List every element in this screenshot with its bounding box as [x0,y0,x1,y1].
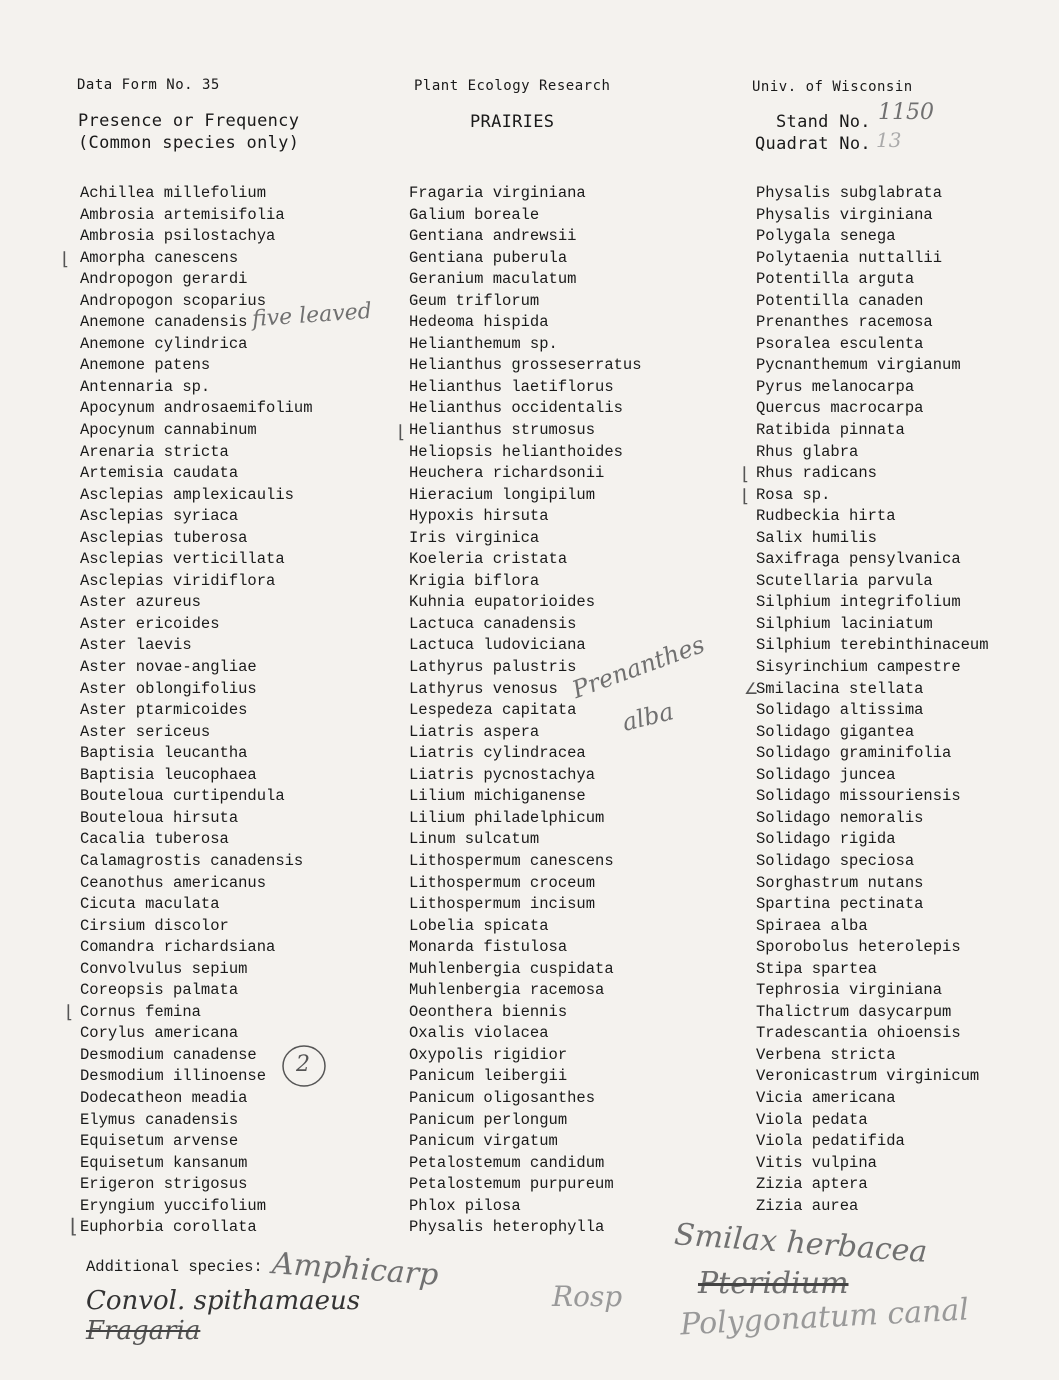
species-item: Prenanthes racemosa [756,313,933,332]
species-item: Aster novae-angliae [80,658,257,677]
species-item: Rosa sp. [756,485,831,504]
species-item: Thalictrum dasycarpum [756,1002,952,1021]
species-item: Liatris cylindracea [409,744,586,763]
handwritten-smilax: Smilax herbacea [673,1217,929,1270]
title-line-2: (Common species only) [78,133,300,153]
species-item: Achillea millefolium [80,184,267,202]
species-item: Fragaria virginiana [409,184,586,202]
species-item: Rhus radicans [756,464,877,483]
species-item: Physalis heterophylla [409,1218,605,1237]
species-item: Ratibida pinnata [756,421,905,440]
species-item: Psoralea esculenta [756,334,924,353]
species-item: Helianthus grosseserratus [409,356,642,375]
species-item: Comandra richardsiana [80,938,276,957]
form-title [78,110,299,154]
check-mark: ⌊ [70,1214,78,1238]
species-item: Physalis virginiana [756,205,933,224]
species-item: Artemisia caudata [80,464,239,483]
quadrat-value: 13 [876,128,902,152]
species-item: Scutellaria parvula [756,571,933,590]
species-item: Oxypolis rigidior [409,1045,568,1064]
check-mark: ⌊ [742,486,750,507]
species-item: Helianthus occidentalis [409,399,623,418]
species-item: Anemone canadensis [80,313,248,332]
species-item: Cacalia tuberosa [80,830,229,849]
species-item: Tradescantia ohioensis [756,1024,961,1043]
form-number: Data Form No. 35 [77,77,220,93]
species-item: Liatris aspera [409,722,540,741]
species-item: Silphium laciniatum [756,614,933,633]
species-item: Gentiana puberula [409,248,568,267]
species-item: Desmodium illinoense [80,1067,267,1086]
handwritten-pteridium: Pteridium [698,1266,849,1301]
species-column-3 [756,183,989,1217]
species-item: Vitis vulpina [756,1153,877,1172]
species-item: Cirsium discolor [80,916,229,935]
species-item: Helianthus laetiflorus [409,377,614,396]
species-item: Panicum perlongum [409,1110,568,1129]
species-item: Helianthemum sp. [409,334,558,353]
species-item: Spartina pectinata [756,895,924,914]
species-item: Convolvulus sepium [80,959,248,978]
species-item: Monarda fistulosa [409,938,568,957]
species-item: Panicum oligosanthes [409,1088,596,1107]
species-item: Vicia americana [756,1088,896,1107]
species-item: Aster ericoides [80,614,220,633]
species-item: Baptisia leucophaea [80,765,257,784]
species-item: Apocynum cannabinum [80,421,257,440]
species-item: Aster sericeus [80,722,211,741]
species-item: Lilium michiganense [409,787,586,806]
species-item: Solidago graminifolia [756,744,952,763]
handwritten-polygonatum: Polygonatum canal [679,1292,970,1343]
species-item: Viola pedatifida [756,1132,905,1151]
species-item: Rudbeckia hirta [756,507,896,526]
species-item: Heliopsis helianthoides [409,442,623,461]
species-item: Lilium philadelphicum [409,808,605,827]
species-item: Gentiana andrewsii [409,227,577,246]
circle-mark-value: 2 [296,1052,310,1077]
species-item: Petalostemum candidum [409,1153,605,1172]
species-item: Lactuca canadensis [409,614,577,633]
species-item: Sporobolus heterolepis [756,938,961,957]
species-item: Hieracium longipilum [409,485,596,504]
species-item: Corylus americana [80,1024,239,1043]
species-item: Zizia aptera [756,1175,868,1194]
prairies-title: PRAIRIES [470,112,555,132]
handwritten-five-leaved: five leaved [251,298,373,333]
species-item: Coreopsis palmata [80,981,239,1000]
species-item: Arenaria stricta [80,442,229,461]
species-item: Sorghastrum nutans [756,873,924,892]
species-item: Solidago rigida [756,830,896,849]
check-mark: ⌊ [742,464,750,485]
species-item: Ambrosia psilostachya [80,227,276,246]
species-item: Lithospermum croceum [409,873,596,892]
species-item: Aster ptarmicoides [80,701,248,720]
species-item: Linum sulcatum [409,830,540,849]
species-item: Antennaria sp. [80,377,211,396]
species-item: Ambrosia artemisifolia [80,205,285,224]
handwritten-rosp: Rosp [552,1280,623,1313]
species-item: Asclepias syriaca [80,507,239,526]
species-item: Asclepias verticillata [80,550,285,569]
species-item: Solidago nemoralis [756,808,924,827]
species-item: Dodecatheon meadia [80,1088,248,1107]
species-item: Veronicastrum virginicum [756,1067,980,1086]
species-item: Asclepias tuberosa [80,528,248,547]
species-item: Galium boreale [409,205,540,224]
species-item: Muhlenbergia cuspidata [409,959,614,978]
species-item: Phlox pilosa [409,1196,521,1215]
species-item: Lathyrus palustris [409,658,577,677]
stand-value: 1150 [878,100,934,125]
species-item: Anemone cylindrica [80,334,248,353]
species-item: Helianthus strumosus [409,421,596,440]
species-item: Equisetum kansanum [80,1153,248,1172]
species-item: Lithospermum canescens [409,851,614,870]
species-item: Silphium integrifolium [756,593,961,612]
species-item: Stipa spartea [756,959,877,978]
stand-label: Stand No. [776,112,871,132]
species-item: Anemone patens [80,356,211,375]
species-item: Petalostemum purpureum [409,1175,614,1194]
species-item: Polytaenia nuttallii [756,248,943,267]
species-item: Liatris pycnostachya [409,765,596,784]
species-item: Kuhnia eupatorioides [409,593,596,612]
species-item: Erigeron strigosus [80,1175,248,1194]
species-item: Oeonthera biennis [409,1002,568,1021]
species-item: Solidago missouriensis [756,787,961,806]
species-item: Cornus femina [80,1002,201,1021]
species-item: Geranium maculatum [409,270,577,289]
species-item: Saxifraga pensylvanica [756,550,961,569]
species-item: Baptisia leucantha [80,744,248,763]
organization: Plant Ecology Research [414,78,611,94]
species-item: Oxalis violacea [409,1024,549,1043]
species-item: Aster azureus [80,593,201,612]
species-item: Equisetum arvense [80,1132,239,1151]
university: Univ. of Wisconsin [752,79,913,95]
species-item: Aster oblongifolius [80,679,257,698]
species-item: Cicuta maculata [80,895,220,914]
species-item: Polygala senega [756,227,896,246]
species-item: Solidago juncea [756,765,896,784]
species-item: Asclepias viridiflora [80,571,276,590]
species-item: Asclepias amplexicaulis [80,485,294,504]
species-item: Verbena stricta [756,1045,896,1064]
species-item: Lithospermum incisum [409,895,596,914]
check-mark: ⌊ [66,1002,74,1023]
species-item: Zizia aurea [756,1196,859,1215]
species-item: Iris virginica [409,528,540,547]
species-item: Spiraea alba [756,916,868,935]
species-item: Pycnanthemum virgianum [756,356,961,375]
species-item: Panicum virgatum [409,1132,558,1151]
species-item: Solidago speciosa [756,851,915,870]
species-item: Panicum leibergii [409,1067,568,1086]
species-column-2 [409,183,642,1239]
check-mark: ∠ [744,679,759,698]
check-mark: ⌊ [62,249,70,270]
species-item: Bouteloua curtipendula [80,787,285,806]
species-item: Physalis subglabrata [756,184,943,202]
species-item: Heuchera richardsonii [409,464,605,483]
species-item: Ceanothus americanus [80,873,267,892]
species-item: Hypoxis hirsuta [409,507,549,526]
species-item: Tephrosia virginiana [756,981,943,1000]
species-item: Salix humilis [756,528,877,547]
species-item: Calamagrostis canadensis [80,851,304,870]
species-item: Pyrus melanocarpa [756,377,915,396]
species-item: Elymus canadensis [80,1110,239,1129]
species-item: Smilacina stellata [756,679,924,698]
species-item: Bouteloua hirsuta [80,808,239,827]
additional-species-label: Additional species: [86,1258,263,1276]
check-mark: ⌊ [398,422,406,443]
species-item: Krigia biflora [409,571,540,590]
species-item: Potentilla arguta [756,270,915,289]
species-item: Hedeoma hispida [409,313,549,332]
species-item: Aster laevis [80,636,192,655]
species-item: Lactuca ludoviciana [409,636,586,655]
species-item: Quercus macrocarpa [756,399,924,418]
handwritten-amphicarp: Amphicarp [270,1246,440,1293]
species-item: Rhus glabra [756,442,859,461]
species-item: Eryngium yuccifolium [80,1196,267,1215]
species-item: Lathyrus venosus [409,679,558,698]
species-item: Geum triflorum [409,291,540,310]
species-item: Lespedeza capitata [409,701,577,720]
species-item: Andropogon scoparius [80,291,267,310]
species-item: Muhlenbergia racemosa [409,981,605,1000]
title-line-1: Presence or Frequency [78,111,300,131]
handwritten-convol: Convol. spithamaeus [86,1286,361,1316]
handwritten-alba: alba [619,697,677,737]
species-item: Solidago altissima [756,701,924,720]
species-item: Koeleria cristata [409,550,568,569]
species-item: Viola pedata [756,1110,868,1129]
quadrat-label: Quadrat No. [755,134,871,154]
species-item: Andropogon gerardi [80,270,248,289]
species-item: Silphium terebinthinaceum [756,636,989,655]
species-item: Amorpha canescens [80,248,239,267]
species-item: Apocynum androsaemifolium [80,399,313,418]
species-item: Lobelia spicata [409,916,549,935]
species-item: Potentilla canaden [756,291,924,310]
species-item: Euphorbia corollata [80,1218,257,1237]
species-item: Solidago gigantea [756,722,915,741]
species-item: Desmodium canadense [80,1045,257,1064]
species-item: Sisyrinchium campestre [756,658,961,677]
handwritten-prenanthes: Prenanthes [568,630,709,704]
handwritten-struck-word: Fragaria [86,1316,201,1346]
